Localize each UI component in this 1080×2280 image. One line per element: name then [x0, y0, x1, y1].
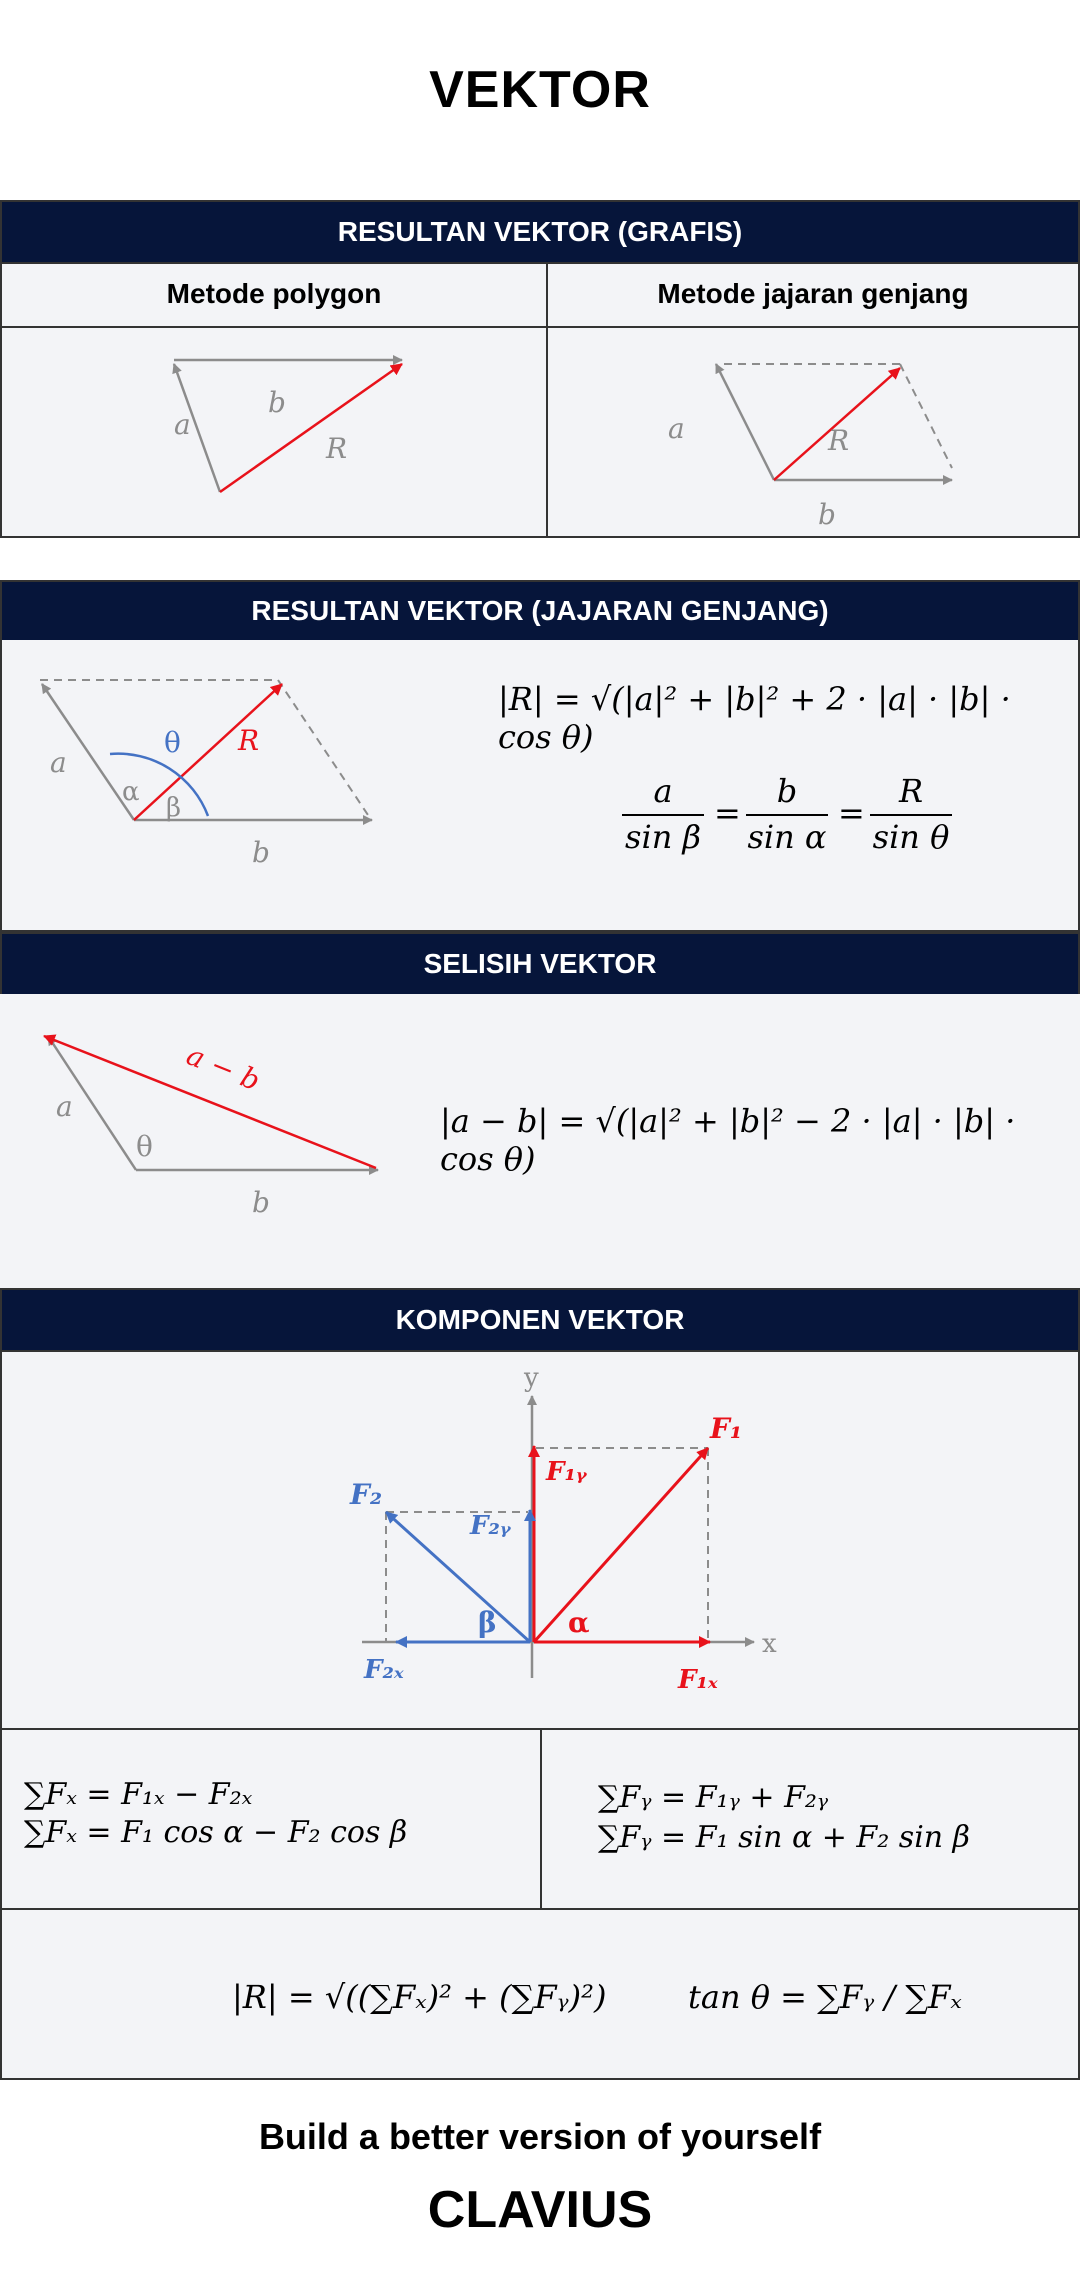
- resultant-arrow: [134, 684, 282, 820]
- parallelogram-method-title: Metode jajaran genjang: [657, 278, 969, 309]
- sine-rule-den-2: sin α: [747, 818, 827, 856]
- sum-fx-line-1: ∑Fₓ = F₁ₓ − F₂ₓ: [24, 1777, 253, 1812]
- components-diagram: [2, 1352, 1078, 1730]
- components-panel: [0, 1350, 1080, 2080]
- label-b: b: [818, 498, 836, 531]
- difference-formula: |a − b| = √(|a|² + |b|² − 2 · |a| · |b| · cos θ): [440, 1102, 1016, 1178]
- section-header-difference: SELISIH VEKTOR: [0, 932, 1080, 996]
- section-header-graphic: RESULTAN VEKTOR (GRAFIS): [0, 200, 1080, 264]
- label-f2y: F₂ᵧ: [470, 1511, 511, 1541]
- label-alpha: α: [568, 1606, 590, 1639]
- label-a: a: [56, 1090, 73, 1123]
- label-theta: θ: [136, 1130, 153, 1163]
- sum-fy-formulas: [598, 1778, 1068, 1858]
- resultant-magnitude-formula: |R| = √((∑Fₓ)² + (∑Fᵧ)²): [232, 1978, 607, 2016]
- sine-rule-num-3: R: [898, 772, 924, 810]
- section-header-components: KOMPONEN VEKTOR: [0, 1288, 1080, 1352]
- difference-panel: [0, 994, 1080, 1288]
- vector-a-arrow: [716, 364, 774, 480]
- label-a: a: [174, 408, 191, 441]
- sine-rule-num-1: a: [653, 772, 673, 810]
- label-b: b: [268, 386, 286, 419]
- label-difference: a − b: [182, 1038, 265, 1098]
- label-b: b: [252, 836, 270, 869]
- label-f1y: F₁ᵧ: [546, 1457, 587, 1487]
- sine-rule: a sin β = b sin α = R sin θ: [622, 772, 962, 882]
- sine-rule-num-2: b: [776, 772, 798, 810]
- label-r: R: [238, 724, 260, 757]
- x-axis-label: x: [762, 1629, 777, 1659]
- label-r: R: [828, 424, 850, 457]
- sine-rule-den-3: sin θ: [872, 818, 950, 856]
- label-r: R: [326, 432, 348, 465]
- label-b: b: [252, 1186, 270, 1219]
- resultant-formula: |R| = √(|a|² + |b|² + 2 · |a| · |b| · cos θ): [498, 680, 1011, 756]
- y-axis-label: y: [524, 1363, 539, 1393]
- graphic-panel: [0, 262, 1080, 538]
- difference-diagram: [0, 994, 440, 1288]
- label-theta: θ: [164, 726, 181, 759]
- sine-rule-den-1: sin β: [625, 818, 701, 856]
- polygon-method-title: Metode polygon: [166, 278, 382, 309]
- label-alpha: α: [122, 777, 140, 807]
- parallelogram-diagram: [2, 640, 442, 932]
- label-a: a: [668, 412, 685, 445]
- sum-fy-line-2: ∑Fᵧ = F₁ sin α + F₂ sin β: [598, 1820, 970, 1855]
- section-header-parallelogram: RESULTAN VEKTOR (JAJARAN GENJANG): [0, 580, 1080, 642]
- label-beta: β: [478, 1606, 497, 1639]
- sum-fx-line-2: ∑Fₓ = F₁ cos α − F₂ cos β: [24, 1815, 408, 1850]
- tagline: Build a better version of yourself: [258, 2116, 822, 2157]
- resultant-arrow: [220, 364, 402, 492]
- label-f2: F₂: [350, 1478, 383, 1511]
- parallelogram-panel: [0, 640, 1080, 932]
- label-beta: β: [166, 793, 182, 823]
- sum-fy-line-1: ∑Fᵧ = F₁ᵧ + F₂ᵧ: [598, 1780, 829, 1815]
- label-a: a: [50, 746, 67, 779]
- polygon-method-diagram: [2, 328, 546, 536]
- label-f2x: F₂ₓ: [364, 1655, 404, 1685]
- label-f1x: F₁ₓ: [678, 1665, 718, 1695]
- label-f1: F₁: [710, 1412, 743, 1445]
- brand-logo-text: CLAVIUS: [427, 2181, 653, 2239]
- sum-fx-formulas: [24, 1776, 534, 1852]
- page-title: VEKTOR: [429, 61, 651, 119]
- tan-theta-formula: tan θ = ∑Fᵧ / ∑Fₓ: [688, 1978, 962, 2016]
- parallelogram-method-diagram: [548, 328, 1078, 536]
